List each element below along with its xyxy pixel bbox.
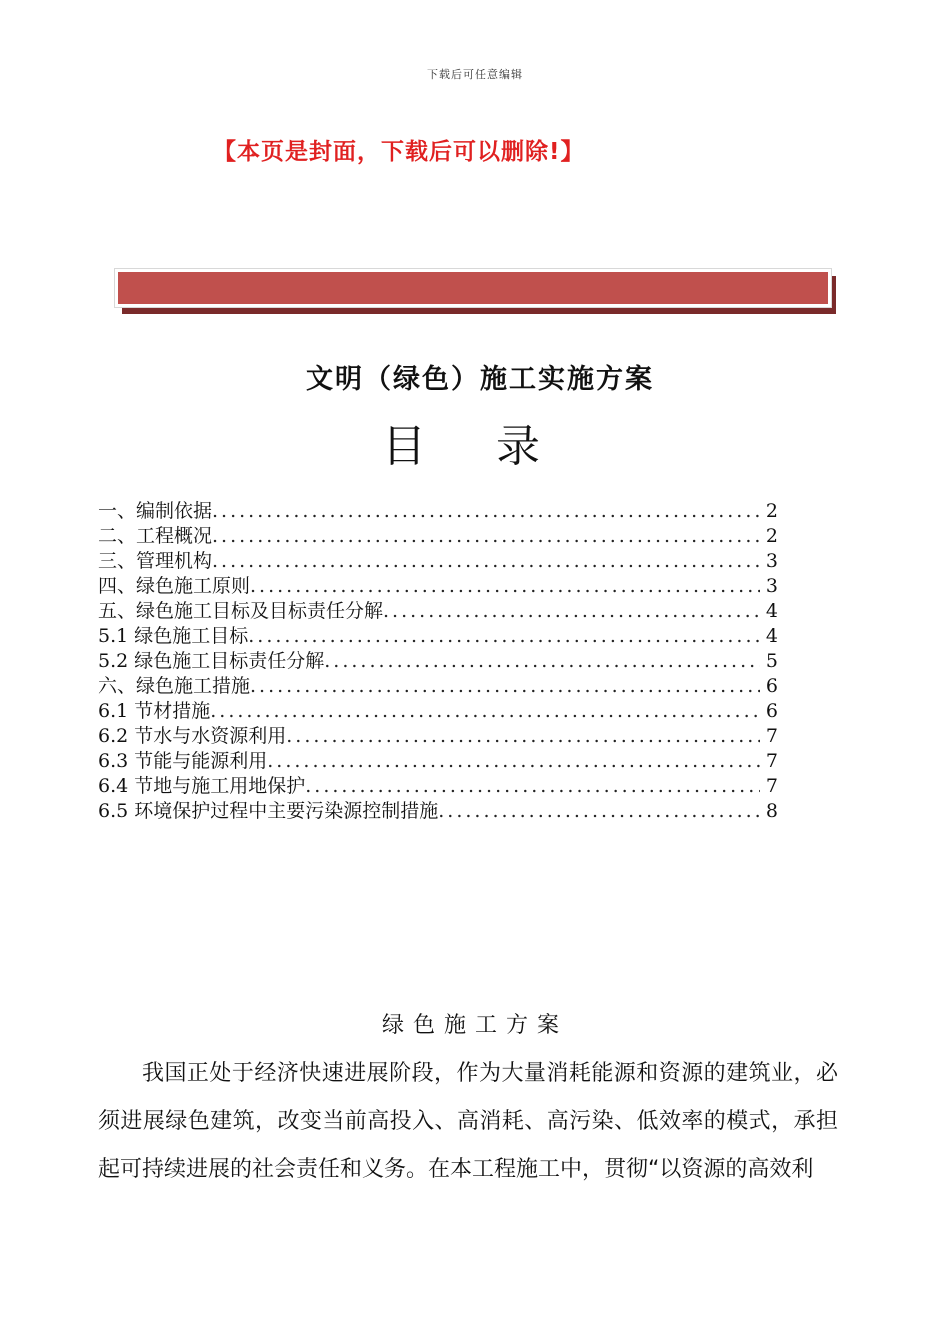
toc-entry-label: 六、绿色施工措施: [98, 675, 251, 697]
toc-leader-dots: [438, 799, 760, 824]
toc-leader-dots: [212, 499, 760, 524]
toc-entry[interactable]: [98, 674, 778, 699]
toc-entry-page: 4: [765, 625, 778, 647]
toc-leader-dots: [383, 599, 760, 624]
toc-entry[interactable]: [98, 499, 778, 524]
toc-entry-page: 7: [765, 725, 778, 747]
toc-entry-label: 6.5 环境保护过程中主要污染源控制措施: [98, 800, 439, 822]
toc-entry-label: 6.3 节能与能源利用: [98, 750, 268, 772]
toc-entry-label: 三、管理机构: [98, 550, 213, 572]
toc-entry-page: 3: [765, 550, 778, 572]
toc-entry-label: 5.1 绿色施工目标: [98, 625, 249, 647]
toc-leader-dots: [210, 699, 760, 724]
toc-entry[interactable]: [98, 599, 778, 624]
toc-entry-label: 四、绿色施工原则: [98, 575, 251, 597]
toc-leader-dots: [305, 774, 760, 799]
document-title: 文明（绿色）施工实施方案: [306, 364, 654, 395]
toc-entry-page: 6: [765, 675, 778, 697]
toc-entry[interactable]: [98, 524, 778, 549]
toc-entry-label: 一、编制依据: [98, 500, 213, 522]
toc-entry-page: 4: [765, 600, 778, 622]
body-paragraph: 我国正处于经济快速进展阶段，作为大量消耗能源和资源的建筑业，必须进展绿色建筑，改变当前高投入、高消耗、高污染、低效率的模式，承担起可持续进展的社会责任和义务。在本工程施工中，贯彻“以资源的高效利: [98, 1061, 838, 1182]
toc-entry-page: 7: [765, 750, 778, 772]
toc-leader-dots: [267, 749, 760, 774]
cover-removal-note: 【本页是封面，下载后可以删除!】: [213, 139, 585, 165]
toc-entry[interactable]: [98, 574, 778, 599]
toc-leader-dots: [286, 724, 760, 749]
toc-entry-page: 2: [765, 525, 778, 547]
toc-entry-page: 5: [765, 650, 778, 672]
toc-entry[interactable]: [98, 724, 778, 749]
toc-entry-label: 6.1 节材措施: [98, 700, 211, 722]
toc-entry[interactable]: [98, 699, 778, 724]
toc-entry-label: 5.2 绿色施工目标责任分解: [98, 650, 325, 672]
toc-leader-dots: [212, 524, 760, 549]
toc-entry-page: 2: [765, 500, 778, 522]
toc-leader-dots: [248, 624, 760, 649]
toc-entry[interactable]: [98, 799, 778, 824]
toc-entry-page: 6: [765, 700, 778, 722]
toc-entry[interactable]: [98, 749, 778, 774]
toc-entry-label: 二、工程概况: [98, 525, 213, 547]
toc-leader-dots: [324, 649, 760, 674]
toc-entry-page: 3: [765, 575, 778, 597]
toc-entry-label: 6.2 节水与水资源利用: [98, 725, 287, 747]
toc-entry[interactable]: [98, 624, 778, 649]
toc-entry-page: 8: [765, 800, 778, 822]
toc-leader-dots: [250, 674, 760, 699]
toc-leader-dots: [250, 574, 760, 599]
toc-entry-page: 7: [765, 775, 778, 797]
section-title: 绿色施工方案: [381, 1013, 568, 1038]
toc-entry[interactable]: [98, 549, 778, 574]
toc-leader-dots: [212, 549, 760, 574]
table-of-contents: [98, 499, 778, 824]
toc-entry[interactable]: [98, 649, 778, 674]
header-note: 下载后可任意编辑: [427, 68, 523, 81]
cover-banner: [115, 269, 831, 307]
toc-entry-label: 6.4 节地与施工用地保护: [98, 775, 306, 797]
toc-entry[interactable]: [98, 774, 778, 799]
toc-heading: 目 录: [382, 421, 568, 472]
toc-entry-label: 五、绿色施工目标及目标责任分解: [98, 600, 384, 622]
